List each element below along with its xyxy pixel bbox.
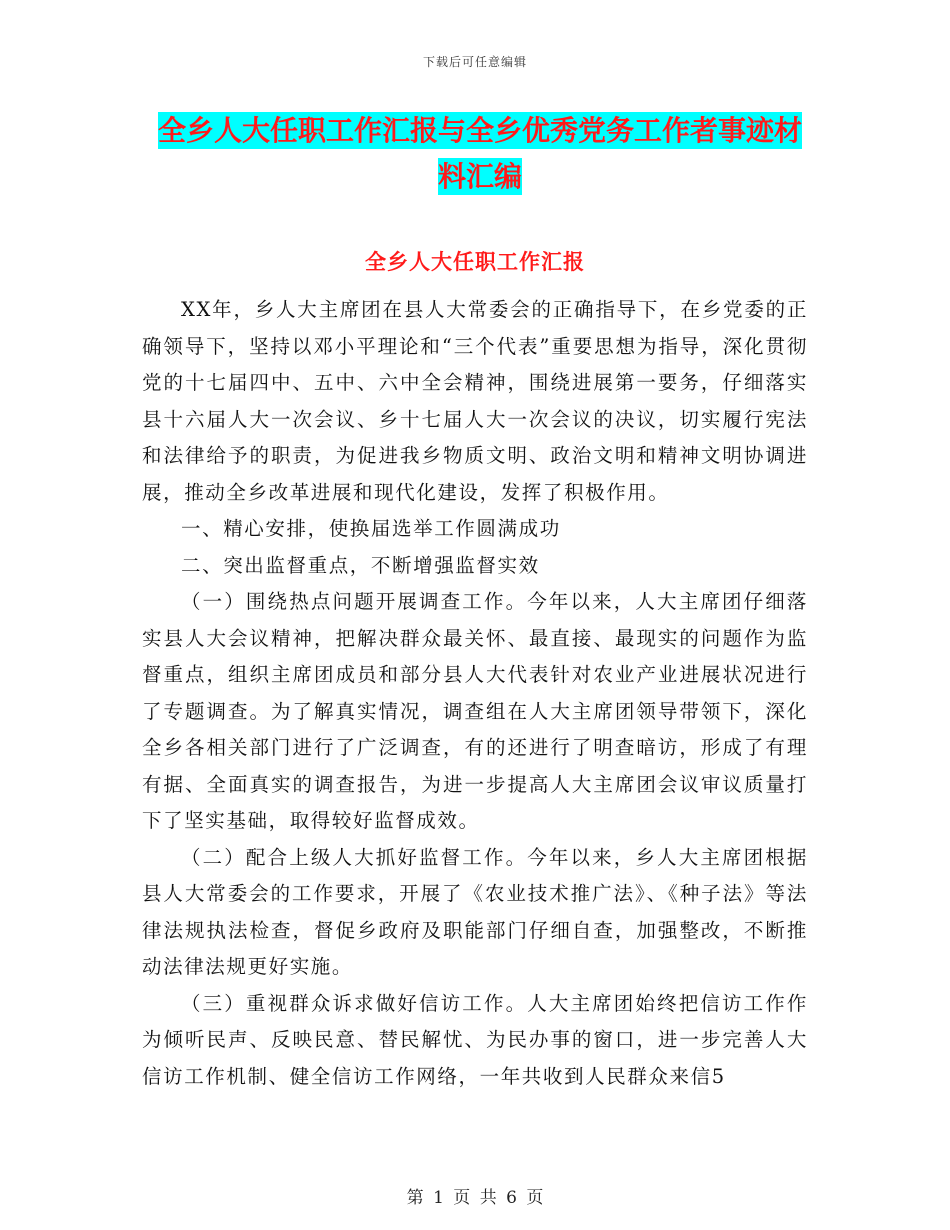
paragraph-item-3: （三）重视群众诉求做好信访工作。人大主席团始终把信访工作作为倾听民声、反映民意、替民解忧、为民办事的窗口，进一步完善人大信访工作机制、健全信访工作网络，一年共收到人民群众来信5	[142, 991, 808, 1088]
paragraph-intro: XX年，乡人大主席团在县人大常委会的正确指导下，在乡党委的正确领导下，坚持以邓小平理论和“三个代表”重要思想为指导，深化贯彻党的十七届四中、五中、六中全会精神，围绕进展第一要务，仔细落实县十六届人大一次会议、乡十七届人大一次会议的决议，切实履行宪法和法律给予的职责，为促进我乡物质文明、政治文明和精神文明协调进展，推动全乡改革进展和现代化建设，发挥了积极作用。	[142, 298, 808, 504]
document-title-line-1	[140, 108, 820, 154]
title-highlight: 料汇编	[437, 160, 522, 193]
page-number: 第 1 页 共 6 页	[406, 1188, 544, 1208]
paragraph-heading-1: 一、精心安排，使换届选举工作圆满成功	[181, 517, 561, 540]
page-header-note: 下载后可任意编辑	[422, 55, 527, 69]
paragraph-item-1: （一）围绕热点问题开展调查工作。今年以来，人大主席团仔细落实县人大会议精神，把解决群众最关怀、最直接、最现实的问题作为监督重点，组织主席团成员和部分县人大代表针对农业产业进展状况进行了专题调查。为了解真实情况，调查组在人大主席团领导带领下，深化全乡各相关部门进行了广泛调查，有的还进行了明查暗访，形成了有理有据、全面真实的调查报告，为进一步提高人大主席团会议审议质量打下了坚实基础，取得较好监督成效。	[142, 590, 808, 832]
section-title: 全乡人大任职工作汇报	[365, 249, 585, 274]
paragraph-heading-2: 二、突出监督重点，不断增强监督实效	[181, 553, 540, 577]
paragraph-item-2: （二）配合上级人大抓好监督工作。今年以来，乡人大主席团根据县人大常委会的工作要求，开展了《农业技术推广法》、《种子法》等法律法规执法检查，督促乡政府及职能部门仔细自查，加强整改，不断推动法律法规更好实施。	[142, 845, 808, 978]
document-title	[140, 108, 820, 200]
document-body	[142, 292, 808, 1095]
document-title-line-2	[140, 154, 820, 200]
title-highlight: 全乡人大任职工作汇报与全乡优秀党务工作者事迹材	[157, 114, 802, 147]
